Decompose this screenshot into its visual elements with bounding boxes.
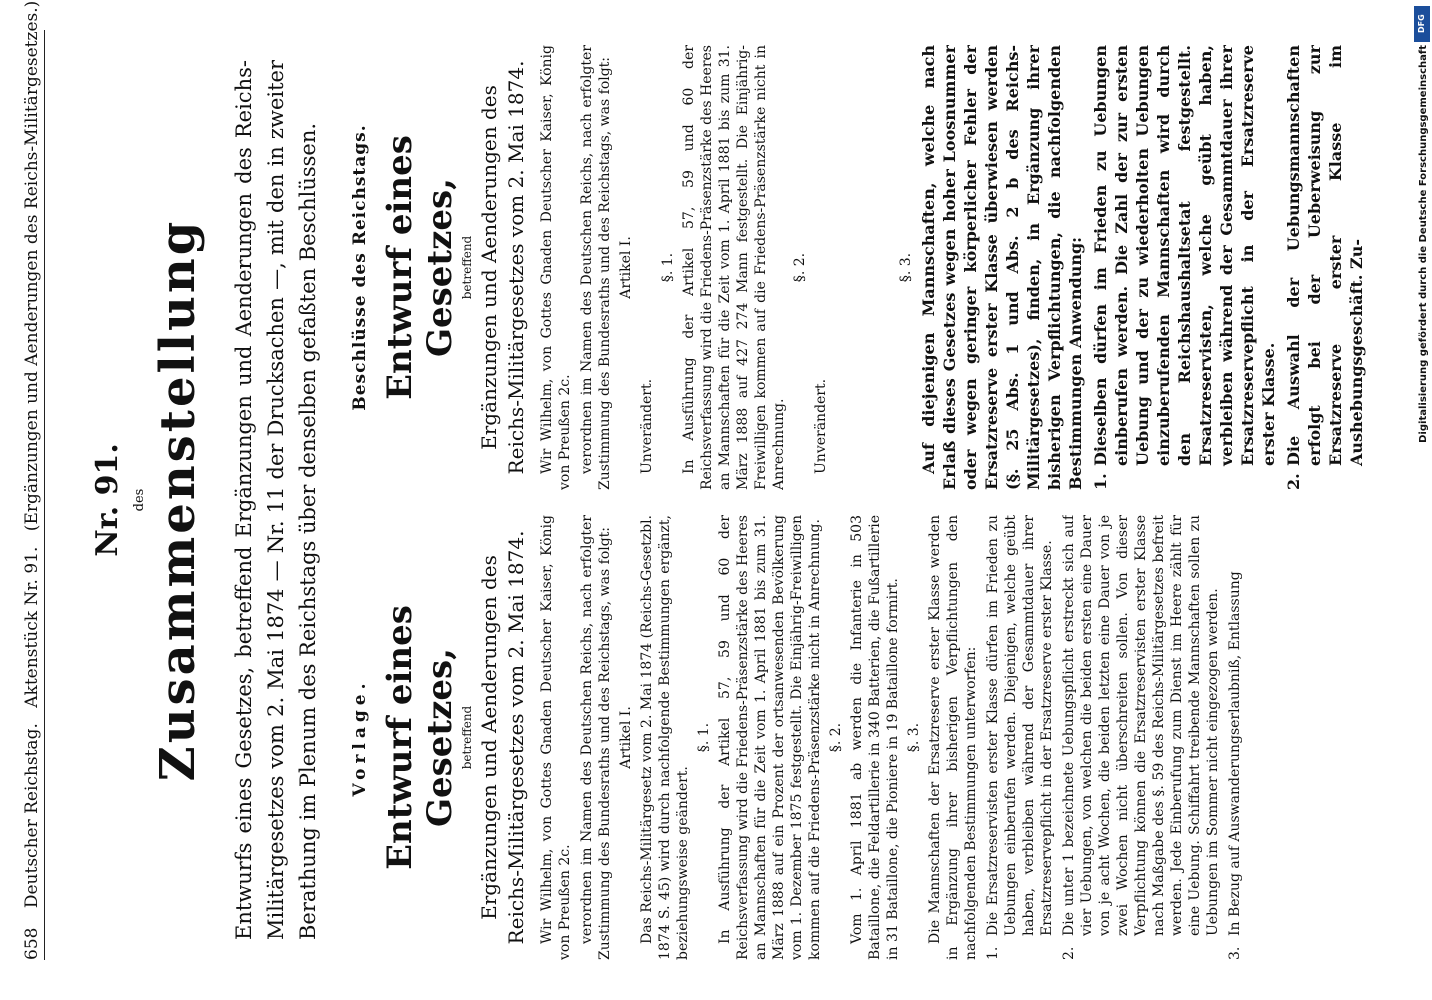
right-s3-block bbox=[918, 45, 1367, 490]
list-item-number: 3. bbox=[1227, 946, 1243, 960]
right-s1-heading: §. 1. bbox=[660, 252, 676, 283]
document-title: Zusammenstellung bbox=[150, 218, 206, 782]
left-preamble-1: Wir Wilhelm, von Gottes Gnaden Deutscher Kaiser, König von Preußen 2c. bbox=[539, 515, 573, 960]
right-preamble-1: Wir Wilhelm, von Gottes Gnaden Deutscher Kaiser, König von Preußen 2c. bbox=[539, 45, 573, 490]
right-s3-heading: §. 3. bbox=[898, 252, 914, 283]
right-column-beschluesse bbox=[350, 45, 1390, 490]
left-artikel-text: Das Reichs-Militärgesetz vom 2. Mai 1874 (Reichs-Gesetzbl. 1874 S. 45) wird durch nachfolgende Bestimmungen ergänzt, beziehungsweise geändert. bbox=[639, 515, 691, 960]
document-number: Nr. 91. bbox=[90, 443, 125, 557]
list-item-text: Die Ersatzreservisten erster Klasse dürfen im Frieden zu Uebungen einberufen werden. Diejenigen, welche geübt haben, verbleiben während der Gesammtdauer ihrer Ersatzreservepflicht in der Ersatzreserve erster Klasse. bbox=[985, 515, 1055, 936]
running-title-aktenstueck: Aktenstück Nr. 91. bbox=[22, 546, 42, 708]
list-item bbox=[1283, 45, 1367, 490]
page-number: 658 bbox=[22, 927, 42, 960]
left-s2-heading: §. 2. bbox=[828, 722, 844, 753]
right-unveraendert-1: Unverändert. bbox=[639, 378, 655, 474]
right-s1-text: In Ausführung der Artikel 57, 59 und 60 der Reichsverfassung wird die Friedens-Präsenzstärke des Heeres an Mannschaften für die Zeit vom 1. April 1881 bis zum 31. März 1888 auf 427 274 Mann festgestellt. Die Einjährig-Freiwilligen kommen auf die Friedens-Präsenzstärke nicht in Anrechnung. bbox=[681, 45, 787, 490]
right-entwurf-title: Entwurf eines Gesetzes, bbox=[380, 135, 460, 400]
left-s1-heading: §. 1. bbox=[696, 722, 712, 753]
left-preamble-2: verordnen im Namen des Deutschen Reichs, nach erfolgter Zustimmung des Bundesraths und des Reichstags, was folgt: bbox=[579, 515, 613, 960]
right-artikel: Artikel I. bbox=[618, 236, 634, 299]
left-s3-heading: §. 3. bbox=[906, 722, 922, 753]
digitization-footer bbox=[1412, 0, 1432, 1000]
right-unveraendert-2: Unverändert. bbox=[813, 378, 829, 474]
right-column-heading: Beschlüsse des Reichstags. bbox=[350, 124, 370, 411]
list-item-text: Die unter 1 bezeichnete Uebungspflicht erstreckt sich auf vier Uebungen, von welchen die beiden ersten eine Dauer von je acht Wochen, die beiden letzten eine Dauer von je zwei Wochen nicht überschreiten sollen. Von dieser Verpflichtung können die Ersatzreservisten erster Klasse nach Maßgabe des §. 59 des Reichs-Militärgesetzes befreit werden. Jede Einberufung zum Dienst im Heere zählt für eine Uebung. Schiffahrt treibende Mannschaften sollen zu Uebungen im Sommer nicht eingezogen werden. bbox=[1061, 515, 1221, 936]
digitization-note: Digitalisierung gefördert durch die Deutsche Forschungsgemeinschaft bbox=[1418, 45, 1429, 443]
left-column-vorlage bbox=[350, 515, 1390, 960]
spacer bbox=[834, 45, 894, 490]
left-s2-text: Vom 1. April 1881 ab werden die Infanterie in 503 Bataillone, die Feldartillerie in 340 Batterien, die Fußartillerie in 31 Bataillone, die Pioniere in 19 Bataillone formirt. bbox=[849, 515, 901, 960]
left-column-heading: Vorlage. bbox=[350, 678, 370, 797]
running-title-subject: (Ergänzungen und Aenderungen des Reichs-Militärgesetzes.) bbox=[22, 0, 42, 532]
list-item-text: In Bezug auf Auswanderungserlaubniß, Entlassung bbox=[1227, 571, 1243, 936]
list-item bbox=[1060, 515, 1222, 960]
left-subject: Ergänzungen und Aenderungen des Reichs-Militärgesetzes vom 2. Mai 1874. bbox=[477, 530, 528, 945]
running-title-reichstag: Deutscher Reichstag. bbox=[22, 723, 42, 909]
list-item bbox=[1226, 515, 1244, 960]
left-entwurf-title: Entwurf eines Gesetzes, bbox=[380, 605, 460, 870]
left-artikel: Artikel I. bbox=[618, 706, 634, 769]
document-intro: Entwurfs eines Gesetzes, betreffend Ergänzungen und Aenderungen des Reichs-Militärgesetzes vom 2. Mai 1874 — Nr. 11 der Drucksachen —, mit den in zweiter Berathung im Plenum des Reichstags über denselben gefaßten Beschlüssen. bbox=[232, 60, 320, 940]
page-header bbox=[22, 0, 45, 960]
right-subject: Ergänzungen und Aenderungen des Reichs-Militärgesetzes vom 2. Mai 1874. bbox=[477, 60, 528, 475]
right-s2-heading: §. 2. bbox=[792, 252, 808, 283]
list-item bbox=[984, 515, 1056, 960]
left-s3-text: Die Mannschaften der Ersatzreserve erster Klasse werden in Ergänzung ihrer bisherigen Verpflichtungen den nachfolgenden Bestimmungen unterworfen: bbox=[927, 515, 979, 960]
dfg-logo: DFG bbox=[1414, 6, 1430, 42]
des-label: des bbox=[132, 488, 147, 512]
list-item-text: Die Auswahl der Uebungsmannschaften erfolgt bei der Ueberweisung zur Ersatzreserve erster Klasse im Aushebungsgeschäft. Zu- bbox=[1284, 45, 1366, 466]
list-item-number: 2. bbox=[1284, 473, 1303, 490]
left-betreffend: betreffend bbox=[460, 705, 474, 770]
right-preamble-2: verordnen im Namen des Deutschen Reichs, nach erfolgter Zustimmung des Bundesraths und des Reichstags, was folgt: bbox=[579, 45, 613, 490]
left-s1-text: In Ausführung der Artikel 57, 59 und 60 der Reichsverfassung wird die Friedens-Präsenzstärke des Heeres an Mannschaften für die Zeit vom 1. April 1881 bis zum 31. März 1888 auf ein Prozent der ortsanwesenden Bevölkerung vom 1. Dezember 1875 festgestellt. Die Einjährig-Freiwilligen kommen auf die Friedens-Präsenzstärke nicht in Anrechnung. bbox=[717, 515, 823, 960]
right-betreffend: betreffend bbox=[460, 235, 474, 300]
list-item-text: Dieselben dürfen im Frieden zu Uebungen einberufen werden. Die Zahl der zur ersten Uebung und der zu wiederholten Uebungen einzuberufenden Mannschaften wird durch den Reichshaushaltsetat festgestellt. Ersatzreservisten, welche geübt haben, verbleiben während der Gesammtdauer ihrer Ersatzreservepflicht in der Ersatzreserve erster Klasse. bbox=[1091, 45, 1278, 466]
list-item-number: 1. bbox=[1091, 473, 1110, 490]
list-item-number: 1. bbox=[985, 946, 1001, 960]
list-item bbox=[1090, 45, 1279, 490]
right-s3-text: Auf diejenigen Mannschaften, welche nach Erlaß dieses Gesetzes wegen hoher Loosnummer oder wegen geringer körperlicher Fehler der Ersatzreserve erster Klasse überwiesen werden (§. 25 Abs. 1 und Abs. 2 b des Reichs-Militärgesetzes), finden, in Ergänzung ihrer bisherigen Verpflichtungen, die nachfolgenden Bestimmungen Anwendung: bbox=[919, 45, 1085, 490]
list-item-number: 2. bbox=[1061, 946, 1077, 960]
